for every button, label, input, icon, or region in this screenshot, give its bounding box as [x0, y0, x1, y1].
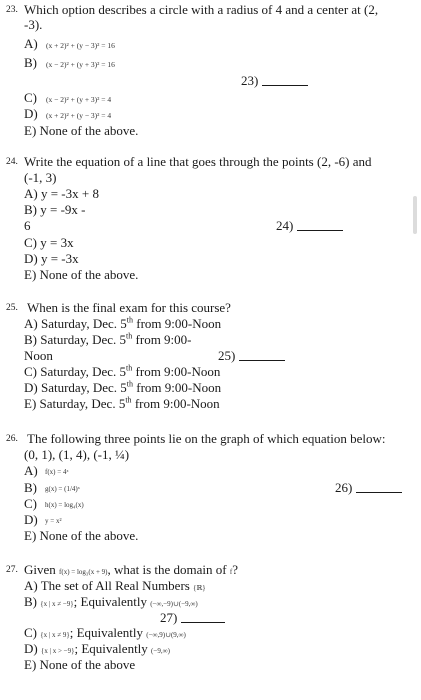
option-a-equation: f(x) = 4ˣ: [45, 468, 69, 476]
option-a-equation: (x + 2)² + (y − 3)² = 16: [46, 41, 115, 50]
option-e[interactable]: E) None of the above.: [24, 123, 139, 138]
option-b-label[interactable]: B): [24, 480, 37, 495]
question-number: 24.: [6, 157, 18, 167]
option-a[interactable]: A) Saturday, Dec. 5th from 9:00-Noon: [24, 315, 222, 331]
answer-label: 24): [276, 218, 294, 233]
option-c[interactable]: C) Saturday, Dec. 5th from 9:00-Noon: [24, 363, 221, 379]
option-a[interactable]: A) y = -3x + 8: [24, 186, 99, 201]
option-b-cont: Noon: [24, 348, 53, 363]
function-expression: f(x) = log₃(x + 9): [59, 568, 108, 576]
option-c[interactable]: C) {x | x ≠ 9}; Equivalently (−∞,9)∪(9,∞): [24, 625, 186, 640]
option-c-equation: (x − 2)² + (y + 3)² = 4: [46, 95, 112, 104]
answer-label: 27): [160, 610, 178, 625]
answer-label: 25): [218, 348, 236, 363]
option-d-label[interactable]: D): [24, 512, 38, 527]
question-stem-cont: (0, 1), (1, 4), (-1, ¼): [24, 447, 130, 462]
question-number: 23.: [6, 5, 18, 15]
option-b[interactable]: B) y = -9x -: [24, 202, 86, 217]
question-stem: When is the final exam for this course?: [27, 300, 231, 315]
option-d[interactable]: D) {x | x > −9}; Equivalently (−9,∞): [24, 641, 170, 656]
option-b-equation: g(x) = (1/4)ˣ: [45, 485, 80, 493]
option-c-label[interactable]: C): [24, 90, 37, 105]
question-stem-cont: -3).: [24, 17, 43, 32]
question-number: 25.: [6, 303, 18, 313]
question-stem: Write the equation of a line that goes through the points (2, -6) and: [24, 154, 372, 169]
option-c[interactable]: C) y = 3x: [24, 235, 74, 250]
option-c-equation: h(x) = log₄(x): [45, 501, 84, 509]
answer-blank[interactable]: [262, 74, 308, 86]
question-stem-cont: (-1, 3): [24, 170, 57, 185]
option-d[interactable]: D) y = -3x: [24, 251, 79, 266]
option-b[interactable]: B) Saturday, Dec. 5th from 9:00-: [24, 331, 192, 347]
question-number: 27.: [6, 565, 18, 575]
option-b-cont: 6: [24, 218, 31, 233]
option-e[interactable]: E) None of the above.: [24, 267, 139, 282]
option-d-equation: y = x²: [45, 517, 62, 525]
option-e[interactable]: E) Saturday, Dec. 5th from 9:00-Noon: [24, 395, 220, 411]
option-d-equation: (x + 2)² + (y − 3)² = 4: [46, 111, 112, 120]
option-a-label[interactable]: A): [24, 463, 38, 478]
scrollbar[interactable]: [413, 196, 417, 234]
answer-blank[interactable]: [356, 481, 402, 493]
question-stem: The following three points lie on the graph of which equation below:: [27, 431, 386, 446]
option-e[interactable]: E) None of the above: [24, 657, 136, 672]
answer-label: 23): [241, 73, 259, 88]
question-number: 26.: [6, 434, 18, 444]
answer-blank[interactable]: [239, 349, 285, 361]
question-stem: Which option describes a circle with a radius of 4 and a center at (2,: [24, 2, 379, 17]
option-d-label[interactable]: D): [24, 106, 38, 121]
option-d[interactable]: D) Saturday, Dec. 5th from 9:00-Noon: [24, 379, 222, 395]
option-b[interactable]: B) {x | x ≠ −9}; Equivalently (−∞,−9)∪(−9,∞): [24, 594, 198, 609]
question-stem: Given f(x) = log₃(x + 9), what is the domain of f?: [24, 562, 238, 577]
answer-label: 26): [335, 480, 353, 495]
answer-blank[interactable]: [181, 611, 225, 623]
option-e[interactable]: E) None of the above.: [24, 528, 139, 543]
option-b-equation: (x − 2)² + (y + 3)² = 16: [46, 60, 115, 69]
option-b-label[interactable]: B): [24, 55, 37, 70]
option-a-label[interactable]: A): [24, 36, 38, 51]
answer-blank[interactable]: [297, 219, 343, 231]
option-a[interactable]: A) The set of All Real Numbers {ℝ}: [24, 578, 206, 593]
option-c-label[interactable]: C): [24, 496, 37, 511]
